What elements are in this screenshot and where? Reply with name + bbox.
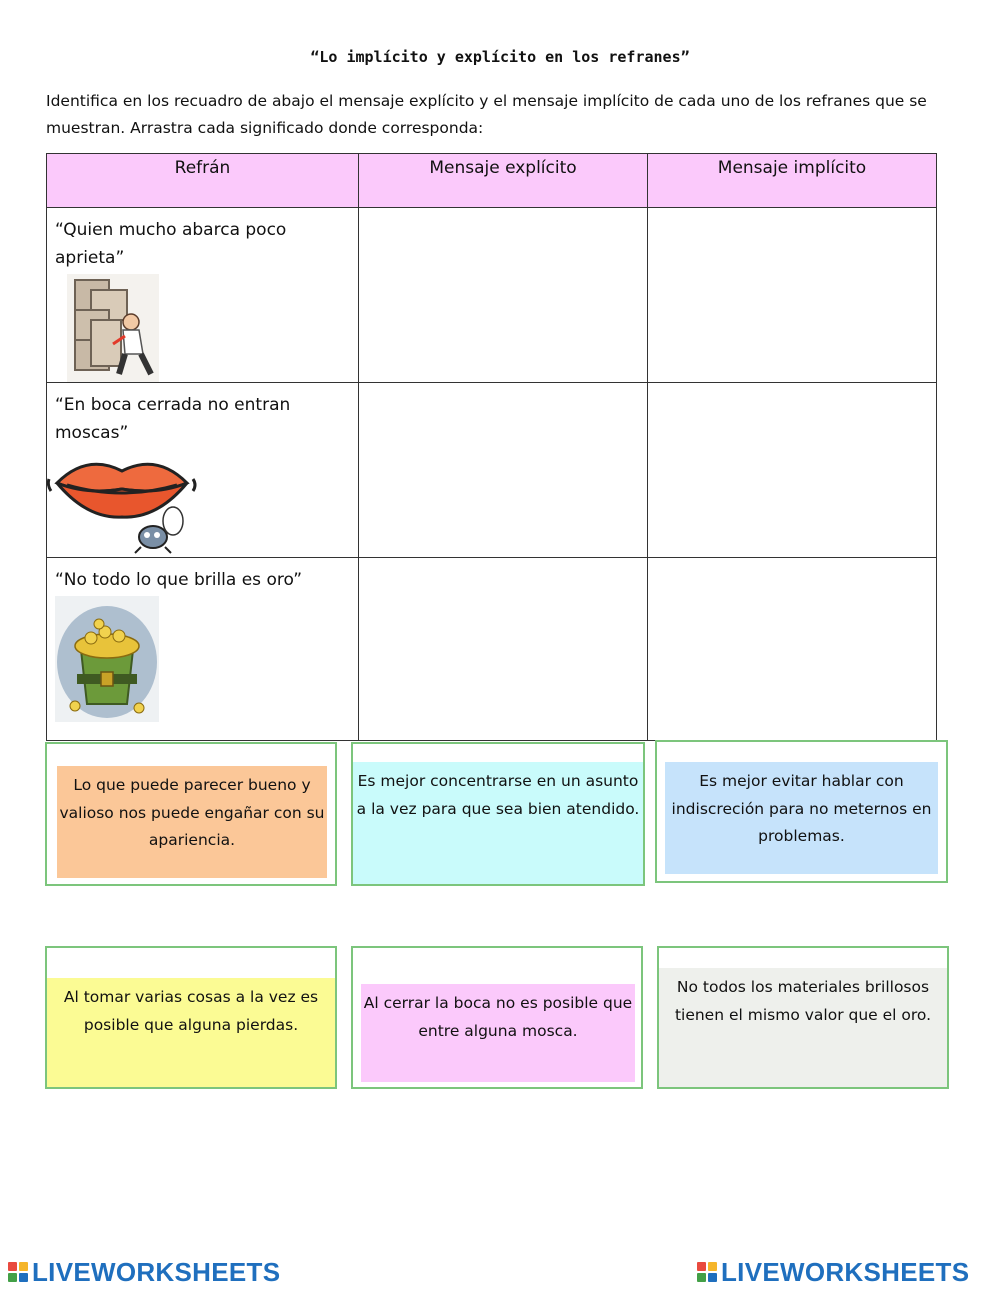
refran-cell-1 bbox=[47, 208, 359, 383]
instructions-text: Identifica en los recuadro de abajo el mensaje explícito y el mensaje implícito de cada uno de los refranes que se muestran. Arrastra cada significado donde corresponda: bbox=[46, 92, 927, 137]
answer-card-3-text: Es mejor evitar hablar con indiscreción para no meternos en problemas. bbox=[665, 762, 938, 874]
header-mensaje-implicito: Mensaje implícito bbox=[648, 154, 937, 208]
gold-hat-icon bbox=[55, 596, 159, 722]
answer-card-2[interactable] bbox=[351, 742, 645, 886]
boxes-carrying-icon bbox=[67, 274, 159, 382]
answer-card-5-text: Al cerrar la boca no es posible que entre alguna mosca. bbox=[361, 984, 635, 1082]
refran-text-2: “En boca cerrada no entran moscas” bbox=[55, 395, 291, 443]
refran-text-3: “No todo lo que brilla es oro” bbox=[55, 570, 303, 590]
table-row bbox=[47, 383, 937, 558]
refran-cell-2 bbox=[47, 383, 359, 558]
drop-zone-explicito-3[interactable] bbox=[359, 558, 648, 741]
liveworksheets-logo-left bbox=[8, 1258, 280, 1286]
refran-text-1: “Quien mucho abarca poco aprieta” bbox=[55, 220, 287, 268]
answer-card-1[interactable] bbox=[45, 742, 337, 886]
drop-zone-explicito-1[interactable] bbox=[359, 208, 648, 383]
answer-card-4-text: Al tomar varias cosas a la vez es posible que alguna pierdas. bbox=[47, 978, 335, 1087]
table-header-row bbox=[47, 154, 937, 208]
lips-fly-icon bbox=[47, 449, 197, 557]
answer-card-4[interactable] bbox=[45, 946, 337, 1089]
refran-cell-3 bbox=[47, 558, 359, 741]
logo-text: LIVEWORKSHEETS bbox=[721, 1256, 970, 1287]
worksheet-title: “Lo implícito y explícito en los refranes” bbox=[310, 48, 690, 66]
logo-blocks-icon bbox=[697, 1262, 717, 1282]
drop-zone-implicito-1[interactable] bbox=[648, 208, 937, 383]
drop-zone-implicito-2[interactable] bbox=[648, 383, 937, 558]
liveworksheets-logo-right bbox=[697, 1258, 969, 1286]
answer-card-5[interactable] bbox=[351, 946, 643, 1089]
drop-zone-explicito-2[interactable] bbox=[359, 383, 648, 558]
header-refran: Refrán bbox=[47, 154, 359, 208]
table-row bbox=[47, 208, 937, 383]
answer-card-6-text: No todos los materiales brillosos tienen el mismo valor que el oro. bbox=[659, 968, 947, 1087]
table-row bbox=[47, 558, 937, 741]
answer-card-2-text: Es mejor concentrarse en un asunto a la vez para que sea bien atendido. bbox=[353, 762, 643, 884]
drop-zone-implicito-3[interactable] bbox=[648, 558, 937, 741]
answer-card-3[interactable] bbox=[655, 740, 948, 883]
refranes-table bbox=[46, 153, 937, 741]
answer-card-1-text: Lo que puede parecer bueno y valioso nos puede engañar con su apariencia. bbox=[57, 766, 327, 878]
logo-text: LIVEWORKSHEETS bbox=[32, 1256, 281, 1287]
answer-card-6[interactable] bbox=[657, 946, 949, 1089]
header-mensaje-explicito: Mensaje explícito bbox=[359, 154, 648, 208]
logo-blocks-icon bbox=[8, 1262, 28, 1282]
